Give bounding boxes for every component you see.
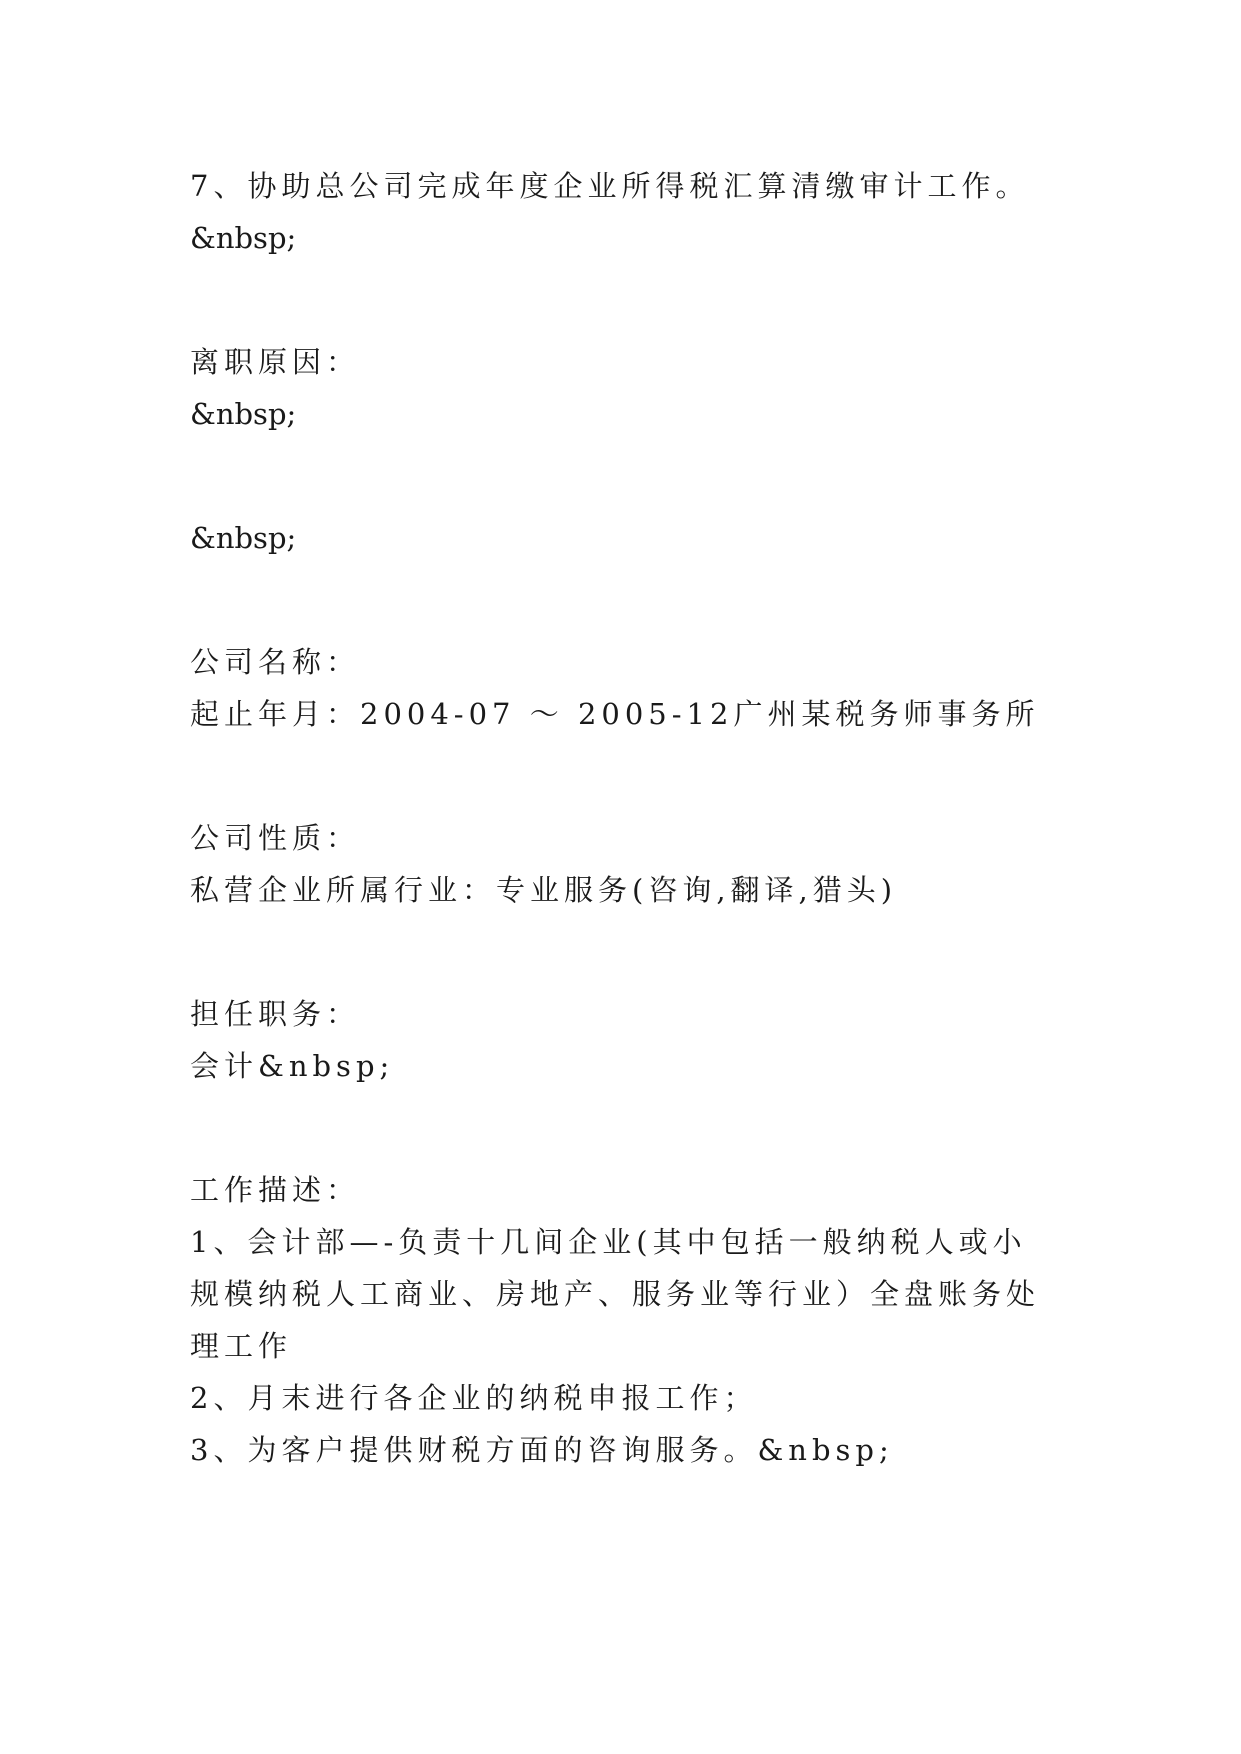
position-value: 会计&nbsp; bbox=[190, 1049, 395, 1083]
document-body bbox=[190, 160, 1060, 1476]
paragraph-gap bbox=[190, 916, 1060, 988]
leave-reason-label: 离职原因： bbox=[190, 345, 361, 379]
job-duty-2: 2、月末进行各企业的纳税申报工作； bbox=[190, 1381, 758, 1415]
paragraph-gap bbox=[190, 264, 1060, 336]
paragraph-gap bbox=[190, 1092, 1060, 1164]
text-line-tax-audit: 7、协助总公司完成年度企业所得税汇算清缴审计工作。 bbox=[190, 169, 1030, 203]
text-line-nbsp: &nbsp; bbox=[190, 397, 297, 431]
text-line-nbsp: &nbsp; bbox=[190, 521, 297, 555]
company-type-label: 公司性质： bbox=[190, 821, 361, 855]
paragraph-gap bbox=[190, 564, 1060, 636]
company-name-label: 公司名称： bbox=[190, 645, 361, 679]
paragraph-gap bbox=[190, 740, 1060, 812]
company-industry: 私营企业所属行业：专业服务(咨询,翻译,猎头) bbox=[190, 873, 898, 907]
job-description-label: 工作描述： bbox=[190, 1173, 361, 1207]
paragraph-gap bbox=[190, 440, 1060, 512]
job-duty-1: 1、会计部—-负责十几间企业(其中包括一般纳税人或小规模纳税人工商业、房地产、服务业等行业）全盘账务处理工作 bbox=[190, 1225, 1041, 1363]
position-label: 担任职务： bbox=[190, 997, 361, 1031]
employment-period: 起止年月：2004-07 ～ 2005-12广州某税务师事务所 bbox=[190, 697, 1040, 731]
text-line-nbsp: &nbsp; bbox=[190, 221, 297, 255]
job-duty-3: 3、为客户提供财税方面的咨询服务。&nbsp; bbox=[190, 1433, 894, 1467]
